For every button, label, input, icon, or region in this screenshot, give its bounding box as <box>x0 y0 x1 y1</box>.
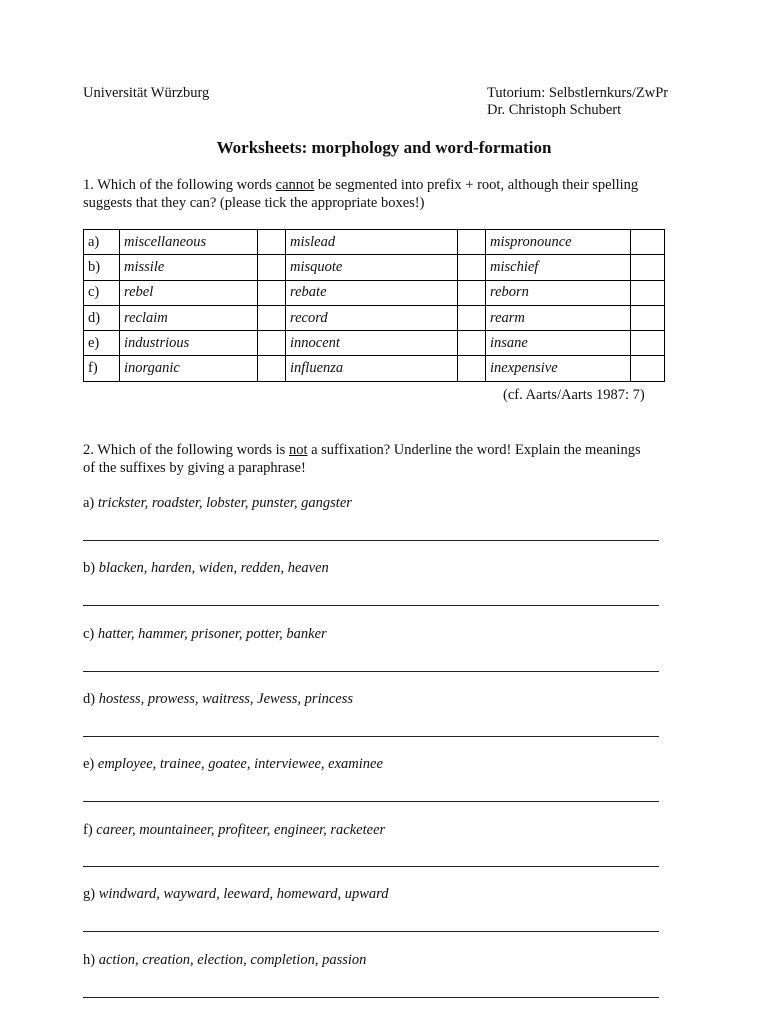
tick-box[interactable] <box>458 331 486 356</box>
word-table-row <box>84 305 665 330</box>
word-cell: missile <box>120 255 258 280</box>
tick-box[interactable] <box>258 356 286 381</box>
word-cell: inexpensive <box>486 356 631 381</box>
tick-box[interactable] <box>458 280 486 305</box>
exercise-item <box>83 886 388 903</box>
question-1-line-2: suggests that they can? (please tick the appropriate boxes!) <box>83 194 425 211</box>
exercise-words: hatter, hammer, prisoner, potter, banker <box>97 626 327 642</box>
exercise-label: e) <box>83 756 98 772</box>
exercise-label: c) <box>83 626 98 642</box>
exercise-words: trickster, roadster, lobster, punster, gangster <box>97 495 352 511</box>
word-cell: reclaim <box>120 305 258 330</box>
word-cell: rebate <box>286 280 458 305</box>
word-cell: rearm <box>486 305 631 330</box>
word-cell: misquote <box>286 255 458 280</box>
tick-box[interactable] <box>258 230 286 255</box>
exercise-label: g) <box>83 886 99 902</box>
exercise-item <box>83 952 366 969</box>
exercise-words: windward, wayward, leeward, homeward, upward <box>98 886 389 902</box>
word-cell: reborn <box>486 280 631 305</box>
exercise-words: career, mountaineer, profiteer, engineer, racketeer <box>96 822 386 838</box>
exercise-words: action, creation, election, completion, passion <box>98 952 367 968</box>
question-2-text-start: 2. Which of the following words is <box>83 442 289 458</box>
word-table-row <box>84 280 665 305</box>
word-cell: insane <box>486 331 631 356</box>
word-table-row <box>84 255 665 280</box>
word-cell: influenza <box>286 356 458 381</box>
answer-line[interactable] <box>83 801 659 802</box>
word-table-row <box>84 356 665 381</box>
course-name: Tutorium: Selbstlernkurs/ZwPr <box>487 85 669 101</box>
exercise-label: a) <box>83 495 98 511</box>
answer-line[interactable] <box>83 540 659 541</box>
page-title: Worksheets: morphology and word-formation <box>216 138 552 157</box>
exercise-label: f) <box>83 822 97 838</box>
instructor-name: Dr. Christoph Schubert <box>487 102 622 118</box>
tick-box[interactable] <box>631 331 665 356</box>
exercise-item <box>83 626 327 643</box>
tick-box[interactable] <box>631 255 665 280</box>
tick-box[interactable] <box>631 230 665 255</box>
word-cell: mispronounce <box>486 230 631 255</box>
tick-box[interactable] <box>258 331 286 356</box>
tick-box[interactable] <box>258 255 286 280</box>
exercise-label: h) <box>83 952 99 968</box>
exercise-words: employee, trainee, goatee, interviewee, examinee <box>97 756 383 772</box>
tick-box[interactable] <box>458 255 486 280</box>
tick-box[interactable] <box>458 230 486 255</box>
exercise-label: d) <box>83 691 99 707</box>
question-1-emphasis: cannot <box>275 177 315 193</box>
university-name: Universität Würzburg <box>83 85 210 101</box>
tick-box[interactable] <box>631 356 665 381</box>
answer-line[interactable] <box>83 997 659 998</box>
tick-box[interactable] <box>458 305 486 330</box>
word-cell: rebel <box>120 280 258 305</box>
row-label: e) <box>84 331 120 356</box>
row-label: f) <box>84 356 120 381</box>
exercise-words: blacken, harden, widen, redden, heaven <box>98 560 329 576</box>
citation: (cf. Aarts/Aarts 1987: 7) <box>503 387 645 403</box>
row-label: c) <box>84 280 120 305</box>
answer-line[interactable] <box>83 605 659 606</box>
tick-box[interactable] <box>458 356 486 381</box>
answer-line[interactable] <box>83 931 659 932</box>
word-cell: industrious <box>120 331 258 356</box>
exercise-item <box>83 822 385 839</box>
word-table <box>83 229 665 382</box>
question-2-text-end: a suffixation? Underline the word! Explain the meanings <box>307 442 641 458</box>
question-2-emphasis: not <box>288 442 308 458</box>
answer-line[interactable] <box>83 671 659 672</box>
word-table-row <box>84 331 665 356</box>
question-2-line-2: of the suffixes by giving a paraphrase! <box>83 459 306 476</box>
word-cell: inorganic <box>120 356 258 381</box>
word-cell: mischief <box>486 255 631 280</box>
question-1-text-start: 1. Which of the following words <box>83 177 276 193</box>
exercise-words: hostess, prowess, waitress, Jewess, princess <box>98 691 354 707</box>
word-table-row <box>84 230 665 255</box>
exercise-item <box>83 495 352 512</box>
row-label: b) <box>84 255 120 280</box>
tick-box[interactable] <box>631 305 665 330</box>
exercise-item <box>83 691 353 708</box>
question-2 <box>83 442 641 477</box>
exercise-item <box>83 560 329 577</box>
question-1-text-end: be segmented into prefix + root, although their spelling <box>314 177 639 193</box>
tick-box[interactable] <box>631 280 665 305</box>
question-1 <box>83 177 638 212</box>
row-label: a) <box>84 230 120 255</box>
exercise-item <box>83 756 383 773</box>
word-cell: record <box>286 305 458 330</box>
row-label: d) <box>84 305 120 330</box>
answer-line[interactable] <box>83 866 659 867</box>
tick-box[interactable] <box>258 280 286 305</box>
answer-line[interactable] <box>83 736 659 737</box>
word-cell: miscellaneous <box>120 230 258 255</box>
exercise-label: b) <box>83 560 99 576</box>
word-cell: mislead <box>286 230 458 255</box>
tick-box[interactable] <box>258 305 286 330</box>
question-2-line-1 <box>83 442 641 460</box>
question-1-line-1 <box>83 177 638 195</box>
word-cell: innocent <box>286 331 458 356</box>
